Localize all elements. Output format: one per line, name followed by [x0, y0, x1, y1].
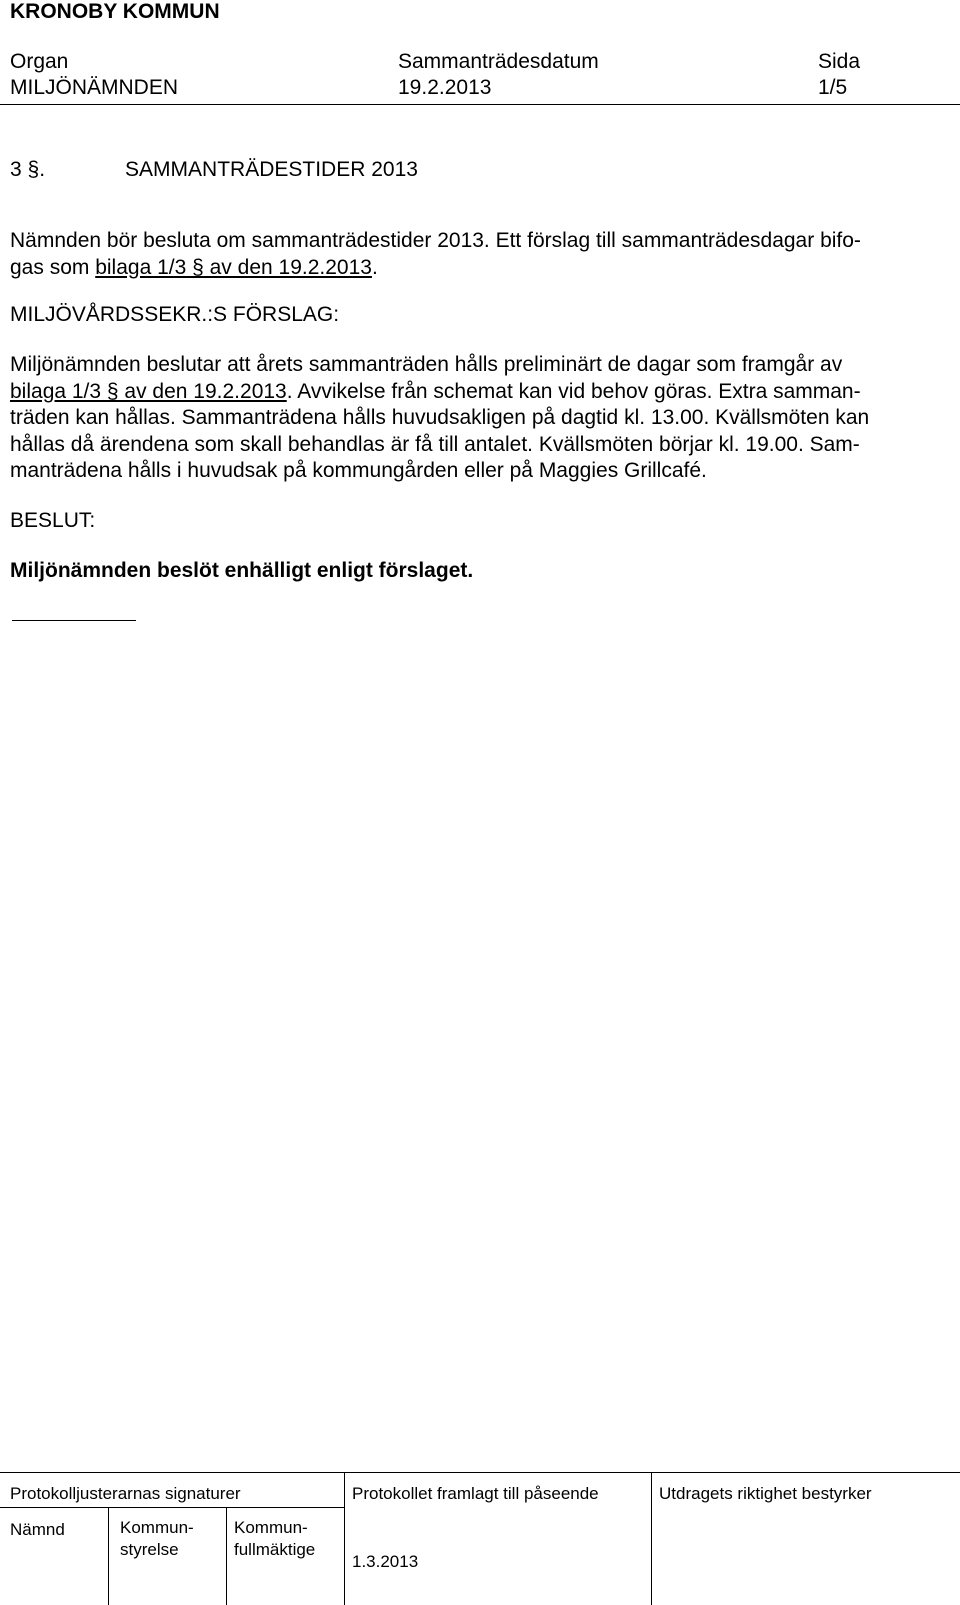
proposal-line-4: hållas då ärendena som skall behandlas är få till antalet. Kvällsmöten börjar kl. 19.00. Sam-	[10, 432, 860, 456]
organ-value: MILJÖNÄMNDEN	[10, 76, 179, 99]
footer-top-border	[0, 1472, 960, 1473]
footer-column-divider-2	[651, 1472, 652, 1605]
proposal-heading: MILJÖVÅRDSSEKR.:S FÖRSLAG:	[10, 303, 340, 326]
attachment-link[interactable]: bilaga 1/3 § av den 19.2.2013	[95, 255, 372, 279]
footer-signature-divider-a	[108, 1507, 109, 1605]
page-label: Sida	[818, 50, 861, 73]
organ-label: Organ	[10, 50, 69, 73]
decision-heading: BESLUT:	[10, 509, 96, 532]
public-inspection-label: Protokollet framlagt till påseende	[352, 1484, 599, 1503]
decision-text: Miljönämnden beslöt enhälligt enligt förslaget.	[10, 559, 474, 582]
signature-kommunstyrelse: Kommun- styrelse	[120, 1518, 194, 1559]
section-heading: SAMMANTRÄDESTIDER 2013	[125, 158, 418, 181]
section-title	[10, 158, 418, 182]
signature-kommunfullmaktige: Kommun- fullmäktige	[234, 1518, 316, 1559]
meeting-date-value: 19.2.2013	[398, 76, 492, 99]
signature-namnd: Nämnd	[10, 1520, 65, 1539]
proposal-line-2: bilaga 1/3 § av den 19.2.2013. Avvikelse från schemat kan vid behov göras. Extra samman-	[10, 379, 861, 403]
footer-column-divider-1	[344, 1472, 345, 1605]
footer-signature-divider-b	[226, 1507, 227, 1605]
end-rule	[12, 620, 136, 621]
verification-label: Utdragets riktighet bestyrker	[659, 1484, 872, 1503]
intro-line-2: gas som bilaga 1/3 § av den 19.2.2013.	[10, 255, 378, 279]
organization-name: KRONOBY KOMMUN	[10, 0, 220, 23]
proposal-line-1: Miljönämnden beslutar att årets sammanträden hålls preliminärt de dagar som framgår av	[10, 353, 843, 376]
proposal-line-5: manträdena hålls i huvudsak på kommungården eller på Maggies Grillcafé.	[10, 459, 707, 482]
public-inspection-date: 1.3.2013	[352, 1552, 419, 1571]
intro-line-1: Nämnden bör besluta om sammanträdestider 2013. Ett förslag till sammanträdesdagar bifo-	[10, 229, 861, 252]
header-divider	[0, 104, 960, 105]
attachment-link[interactable]: bilaga 1/3 § av den 19.2.2013	[10, 379, 287, 403]
signatures-label: Protokolljusterarnas signaturer	[10, 1484, 241, 1503]
section-number: 3 §.	[10, 158, 46, 181]
intro-paragraph	[10, 228, 955, 281]
footer-signature-divider	[0, 1507, 344, 1508]
proposal-paragraph	[10, 352, 955, 485]
meeting-date-label: Sammanträdesdatum	[398, 50, 599, 73]
proposal-line-3: träden kan hållas. Sammanträdena hålls huvudsakligen på dagtid kl. 13.00. Kvällsmöten kan	[10, 406, 870, 429]
page-number: 1/5	[818, 76, 848, 99]
